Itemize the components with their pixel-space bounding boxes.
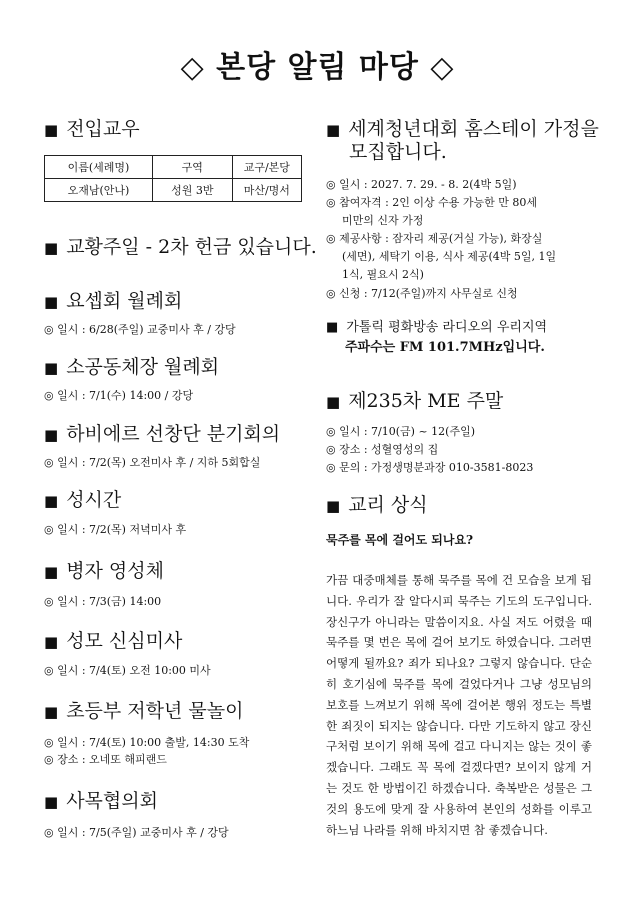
square-bullet-icon: ■ [44, 293, 59, 311]
section-community-heading: ■ 소공동체장 월례회 [44, 356, 220, 378]
section-holyhour-heading: ■ 성시간 [44, 489, 122, 511]
section-doctrine-heading: ■ 교리 상식 [326, 494, 428, 516]
square-bullet-icon: ■ [326, 497, 341, 515]
homestay-line: ◎ 제공사항 : 잠자리 제공(거실 가능), 화장실 [326, 232, 543, 245]
square-bullet-icon: ■ [44, 359, 59, 377]
table-header: 구역 [152, 156, 232, 179]
section-holyhour-line: ◎ 일시 : 7/2(목) 저녁미사 후 [44, 523, 187, 536]
section-me-heading: ■ 제235차 ME 주말 [326, 390, 504, 412]
homestay-line: 미만의 신자 가정 [342, 214, 424, 227]
section-choir-line: ◎ 일시 : 7/2(목) 오전미사 후 / 지하 5회합실 [44, 456, 261, 469]
section-newcomers-heading: ■ 전입교우 [44, 118, 140, 140]
square-bullet-icon: ■ [326, 393, 341, 411]
section-radio-heading: ■ 가톨릭 평화방송 라디오의 우리지역 [326, 320, 548, 335]
square-bullet-icon: ■ [44, 563, 59, 581]
me-line: ◎ 장소 : 성혈영성의 집 [326, 443, 439, 456]
table-header-row [45, 156, 302, 179]
section-homestay-heading: ■ 세계청년대회 홈스테이 가정을 [326, 118, 599, 140]
me-line: ◎ 일시 : 7/10(금) ~ 12(주일) [326, 425, 475, 438]
section-waterplay-line: ◎ 장소 : 오네또 해피랜드 [44, 753, 167, 766]
page-title: ◇ 본당 알림 마당 ◇ [180, 50, 455, 85]
table-cell: 오재남(안나) [45, 179, 153, 202]
square-bullet-icon: ■ [44, 492, 59, 510]
section-choir-heading: ■ 하비에르 선창단 분기회의 [44, 423, 281, 445]
section-joseph-heading: ■ 요셉회 월례회 [44, 290, 183, 312]
section-collection-heading: ■ 교황주일 - 2차 헌금 있습니다. [44, 236, 317, 258]
section-council-heading: ■ 사목협의회 [44, 790, 158, 812]
section-sick-line: ◎ 일시 : 7/3(금) 14:00 [44, 595, 162, 608]
square-bullet-icon: ■ [326, 320, 339, 335]
homestay-line: ◎ 일시 : 2027. 7. 29. - 8. 2(4박 5일) [326, 178, 517, 191]
square-bullet-icon: ■ [44, 633, 59, 651]
homestay-line: ◎ 신청 : 7/12(주일)까지 사무실로 신청 [326, 287, 518, 300]
homestay-line: (세면), 세탁기 이용, 식사 제공(4박 5일, 1일 [342, 250, 557, 263]
section-waterplay-heading: ■ 초등부 저학년 물놀이 [44, 700, 244, 722]
section-radio-line: 주파수는 FM 101.7MHz입니다. [345, 340, 545, 355]
square-bullet-icon: ■ [44, 426, 59, 444]
section-marian-heading: ■ 성모 신심미사 [44, 630, 183, 652]
square-bullet-icon: ■ [326, 121, 341, 139]
homestay-line: ◎ 참여자격 : 2인 이상 수용 가능한 만 80세 [326, 196, 538, 209]
section-joseph-line: ◎ 일시 : 6/28(주일) 교중미사 후 / 강당 [44, 323, 236, 336]
table-header: 교구/본당 [232, 156, 301, 179]
table-cell: 성원 3반 [152, 179, 232, 202]
square-bullet-icon: ■ [44, 703, 59, 721]
section-waterplay-line: ◎ 일시 : 7/4(토) 10:00 출발, 14:30 도착 [44, 736, 250, 749]
doctrine-paragraph: 가끔 대중매체를 통해 묵주를 목에 건 모습을 보게 됩니다. 우리가 잘 알다시피 묵주는 기도의 도구입니다. 장신구가 아니라는 말씀이지요. 사실 저도 어렸을 때 묵주를 몇 번은 목에 걸어 보기도 하였습니다. 그러면 어떻게 될까요? 죄가 되나요? 그렇지 않습니다. 단순히 호기심에 묵주를 목에 걸었다거나 그냥 성모님의 보호를 느껴보기 위해 목에 걸어본 행위 정도는 특별한 죄짓이 되지는 않습니다. 다만 기도하지 않고 장신구처럼 보이기 위해 목에 걸고 다니지는 않는 것이 좋겠습니다. 그래도 꼭 목에 걸겠다면? 보이지 않게 거는 것도 한 방법이긴 하겠습니다. 축복받은 성물은 그것의 용도에 맞게 잘 사용하여 본인의 성화를 이루고 하느님 나라를 위해 바치지면 참 좋겠습니다. [326, 573, 592, 837]
table-header: 이름(세례명) [45, 156, 153, 179]
me-line: ◎ 문의 : 가정생명분과장 010-3581-8023 [326, 461, 534, 474]
section-sick-heading: ■ 병자 영성체 [44, 560, 164, 582]
square-bullet-icon: ■ [44, 121, 59, 139]
square-bullet-icon: ■ [44, 793, 59, 811]
square-bullet-icon: ■ [44, 239, 59, 257]
table-row [45, 179, 302, 202]
section-homestay-heading-cont: 모집합니다. [349, 141, 447, 163]
doctrine-question: 묵주를 목에 걸어도 되나요? [326, 533, 474, 547]
section-council-line: ◎ 일시 : 7/5(주일) 교중미사 후 / 강당 [44, 826, 229, 839]
table-cell: 마산/명서 [232, 179, 301, 202]
section-marian-line: ◎ 일시 : 7/4(토) 오전 10:00 미사 [44, 664, 211, 677]
section-community-line: ◎ 일시 : 7/1(수) 14:00 / 강당 [44, 389, 194, 402]
newcomers-table [44, 155, 302, 202]
homestay-line: 1식, 필요시 2식) [342, 268, 424, 281]
